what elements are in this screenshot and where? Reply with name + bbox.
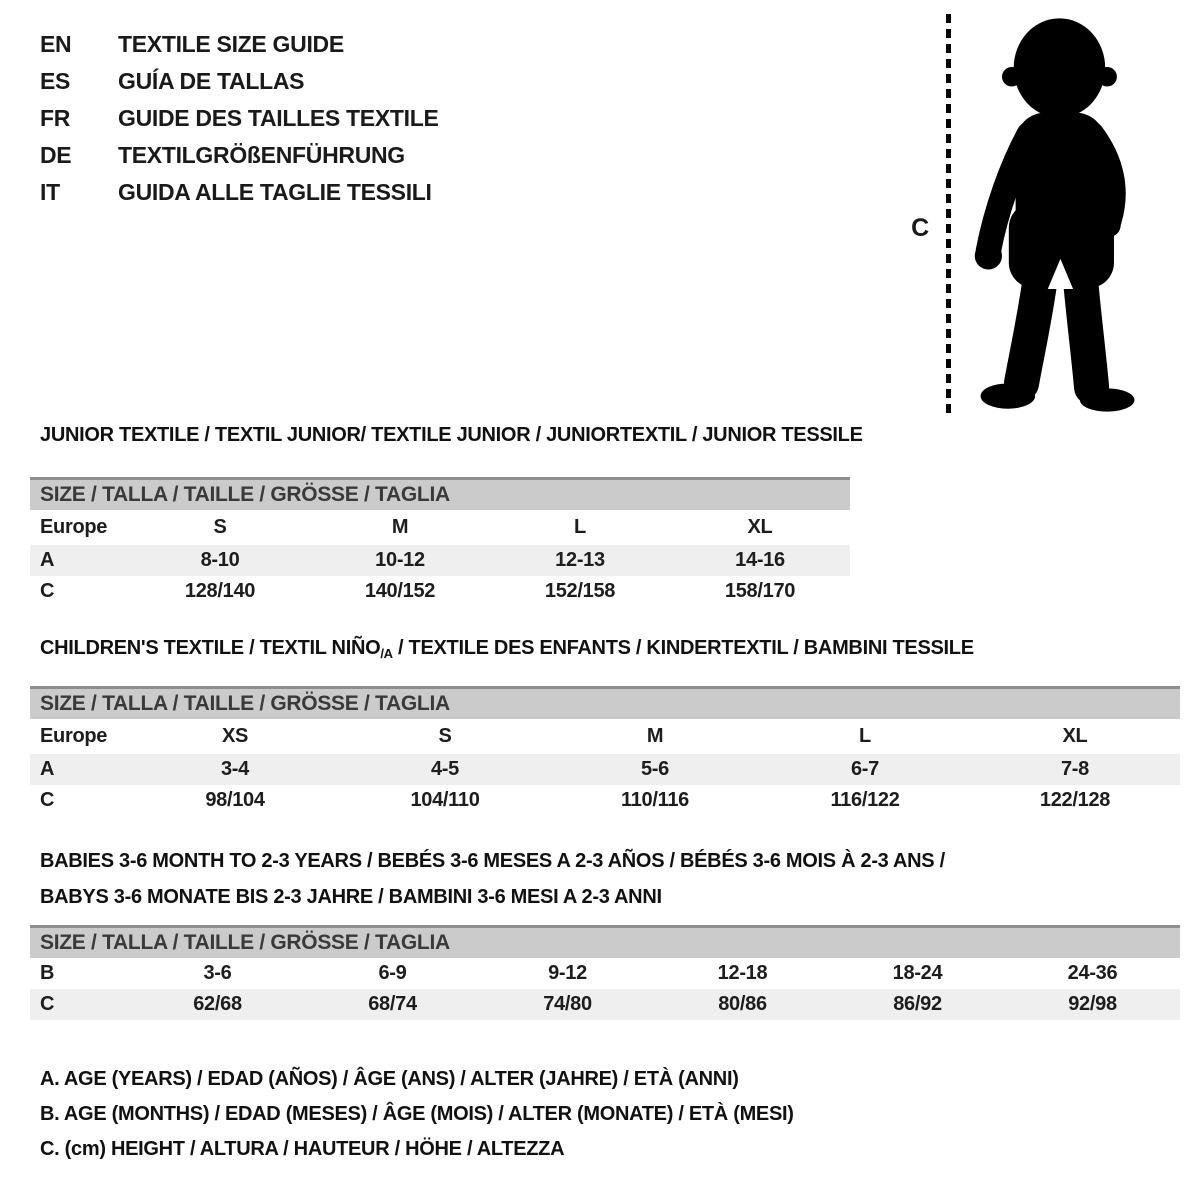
language-row-de <box>40 137 439 174</box>
value-cell: 158/170 <box>724 579 796 602</box>
column-header-cell: XL <box>747 515 773 538</box>
value-cell: 74/80 <box>480 989 655 1020</box>
value-cell: 24-36 <box>1067 961 1118 984</box>
height-measure-label: C <box>911 214 929 242</box>
table-row <box>30 785 1180 816</box>
babies-title-line2: BABYS 3-6 MONATE BIS 2-3 JAHRE / BAMBINI 3-6 MESI A 2-3 ANNI <box>40 886 662 908</box>
language-list <box>40 26 439 211</box>
column-header-cell: M <box>646 724 664 747</box>
children-size-table <box>30 686 1180 816</box>
value-cell: 62/68 <box>130 989 305 1020</box>
value-cell: 6-7 <box>760 754 970 785</box>
column-header-cell: M <box>391 515 409 538</box>
value-cell: 4-5 <box>340 754 550 785</box>
value-cell: 110/116 <box>621 788 689 811</box>
legend-line-c: C. (cm) HEIGHT / ALTURA / HAUTEUR / HÖHE / ALTEZZA <box>40 1138 565 1160</box>
column-header-cell: S <box>438 724 452 747</box>
value-cell: 5-6 <box>550 754 760 785</box>
value-cell: 7-8 <box>970 754 1180 785</box>
value-cell: 128/140 <box>184 579 256 602</box>
column-header-cell: S <box>213 515 227 538</box>
language-row-fr <box>40 100 439 137</box>
value-cell: 80/86 <box>655 989 830 1020</box>
language-row-es <box>40 63 439 100</box>
region-cell: Europe <box>40 724 108 747</box>
row-label: C <box>30 989 130 1020</box>
table-row <box>30 989 1180 1020</box>
language-code: FR <box>40 105 71 131</box>
column-header-cell: XS <box>221 724 249 747</box>
column-header-cell: L <box>859 724 871 747</box>
value-cell: 68/74 <box>305 989 480 1020</box>
table-row <box>30 958 1180 989</box>
legend <box>40 1062 794 1167</box>
language-code: DE <box>40 142 72 168</box>
size-header-bar: SIZE / TALLA / TAILLE / GRÖSSE / TAGLIA <box>30 927 1180 958</box>
value-cell: 10-12 <box>310 545 490 576</box>
size-header-bar: SIZE / TALLA / TAILLE / GRÖSSE / TAGLIA <box>30 688 1180 719</box>
children-section-title <box>40 637 974 661</box>
value-cell: 14-16 <box>670 545 850 576</box>
row-label: B <box>40 961 55 984</box>
language-label: GUIDA ALLE TAGLIE TESSILI <box>118 179 432 205</box>
value-cell: 12-18 <box>717 961 768 984</box>
region-cell: Europe <box>40 515 108 538</box>
value-cell: 140/152 <box>364 579 436 602</box>
table-row <box>30 545 850 576</box>
value-cell: 3-4 <box>130 754 340 785</box>
row-label: A <box>30 545 130 576</box>
junior-section-title: JUNIOR TEXTILE / TEXTIL JUNIOR/ TEXTILE JUNIOR / JUNIORTEXTIL / JUNIOR TESSILE <box>40 424 863 446</box>
language-label: TEXTILGRÖßENFÜHRUNG <box>118 142 405 168</box>
value-cell: 98/104 <box>205 788 265 811</box>
column-header-cell: XL <box>1062 724 1088 747</box>
column-header-cell: L <box>574 515 586 538</box>
junior-size-table <box>30 477 850 607</box>
row-label: C <box>40 579 55 602</box>
children-title-suffix: / TEXTILE DES ENFANTS / KINDERTEXTIL / BAMBINI TESSILE <box>392 637 974 659</box>
legend-line-b: B. AGE (MONTHS) / EDAD (MESES) / ÂGE (MOIS) / ALTER (MONATE) / ETÀ (MESI) <box>40 1103 794 1125</box>
language-code: IT <box>40 179 60 205</box>
table-row <box>30 576 850 607</box>
row-label: C <box>40 788 55 811</box>
value-cell: 3-6 <box>203 961 232 984</box>
row-label: A <box>30 754 130 785</box>
children-title-subscript: /A <box>380 646 393 661</box>
value-cell: 92/98 <box>1005 989 1180 1020</box>
table-row <box>30 754 1180 785</box>
value-cell: 116/122 <box>830 788 900 811</box>
language-label: GUIDE DES TAILLES TEXTILE <box>118 105 439 131</box>
value-cell: 86/92 <box>830 989 1005 1020</box>
babies-size-table <box>30 925 1180 1020</box>
language-label: TEXTILE SIZE GUIDE <box>118 31 344 57</box>
language-row-it <box>40 174 439 211</box>
value-cell: 8-10 <box>130 545 310 576</box>
height-measure-line <box>946 14 951 416</box>
value-cell: 9-12 <box>548 961 587 984</box>
toddler-silhouette-icon <box>965 10 1150 420</box>
language-label: GUÍA DE TALLAS <box>118 68 305 94</box>
value-cell: 18-24 <box>892 961 943 984</box>
size-figure <box>890 6 1170 426</box>
value-cell: 6-9 <box>378 961 407 984</box>
value-cell: 12-13 <box>490 545 670 576</box>
language-code: ES <box>40 68 71 94</box>
size-header-bar: SIZE / TALLA / TAILLE / GRÖSSE / TAGLIA <box>30 479 850 510</box>
babies-section-title <box>40 843 945 915</box>
value-cell: 104/110 <box>410 788 480 811</box>
babies-title-line1: BABIES 3-6 MONTH TO 2-3 YEARS / BEBÉS 3-6 MESES A 2-3 AÑOS / BÉBÉS 3-6 MOIS À 2-3 ANS / <box>40 850 945 872</box>
language-code: EN <box>40 31 72 57</box>
legend-line-a: A. AGE (YEARS) / EDAD (AÑOS) / ÂGE (ANS) / ALTER (JAHRE) / ETÀ (ANNI) <box>40 1068 739 1090</box>
language-row-en <box>40 26 439 63</box>
children-title-prefix: CHILDREN'S TEXTILE / TEXTIL NIÑO <box>40 637 381 659</box>
value-cell: 152/158 <box>544 579 616 602</box>
value-cell: 122/128 <box>1039 788 1111 811</box>
